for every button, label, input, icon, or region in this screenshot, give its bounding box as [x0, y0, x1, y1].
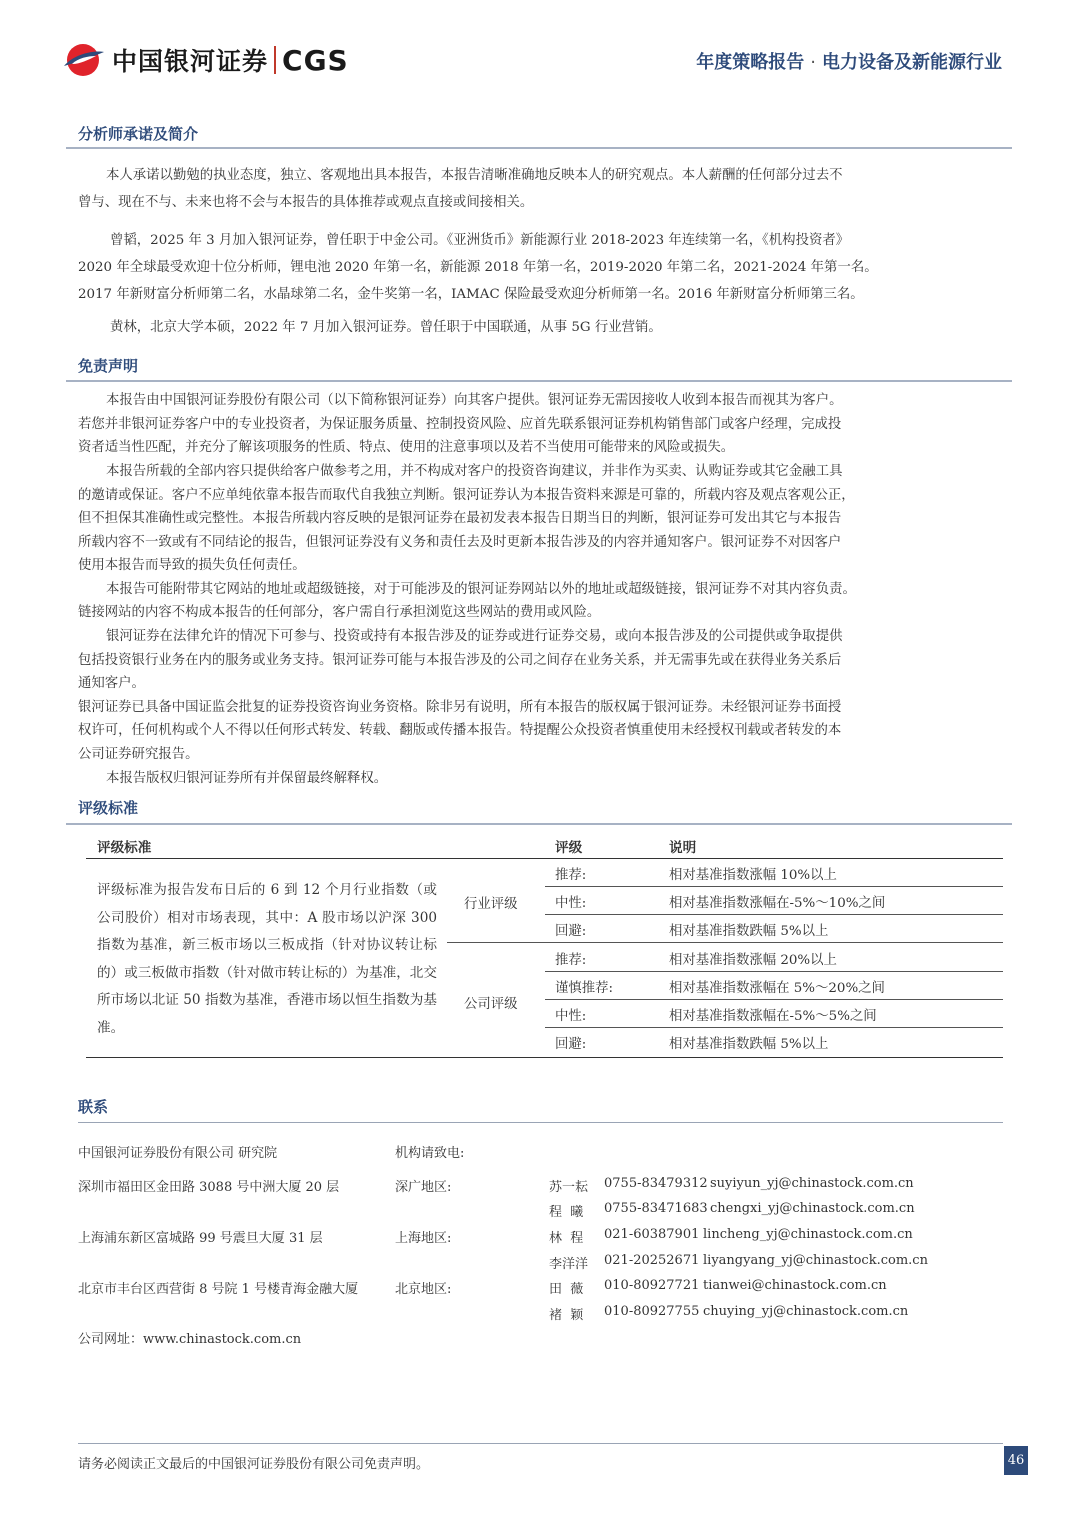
contact-email[interactable]: suyiyun_yj@chinastock.com.cn — [710, 1176, 914, 1191]
report-type: 年度策略报告 — [696, 52, 805, 73]
industry-rating-label: 行业评级 — [464, 897, 518, 912]
table-rule — [86, 858, 1003, 859]
header-report-title — [696, 48, 1002, 74]
contact-email[interactable]: liyangyang_yj@chinastock.com.cn — [703, 1253, 928, 1268]
galaxy-logo-icon — [60, 40, 106, 80]
rating-row-label: 中性: — [555, 1009, 587, 1024]
contact-phone: 021-60387901 — [604, 1227, 700, 1242]
contact-email[interactable]: chuying_yj@chinastock.com.cn — [703, 1304, 909, 1319]
page-number: 46 — [1004, 1446, 1028, 1475]
contact-phone: 0755-83471683 — [604, 1201, 708, 1216]
table-rule — [86, 1057, 1003, 1058]
disclaimer-line: 链接网站的内容不构成本报告的任何部分，客户需自行承担浏览这些网站的费用或风险。 — [78, 605, 601, 620]
contact-name: 苏一耘 — [549, 1180, 589, 1195]
region-shenzhen: 深广地区: — [395, 1180, 452, 1195]
commitment-line-2: 曾与、现在不与、未来也将不会与本报告的具体推荐或观点直接或间接相关。 — [78, 195, 534, 210]
section-title-rating: 评级标准 — [78, 799, 139, 817]
commitment-line-1: 本人承诺以勤勉的执业态度，独立、客观地出具本报告，本报告清晰准确地反映本人的研究观点。本人薪酬的任何部分过去不 — [106, 168, 843, 183]
rating-row-label: 推荐: — [555, 953, 587, 968]
bio1-line-1: 曾韬，2025 年 3 月加入银河证券，曾任职于中金公司。《亚洲货币》新能源行业 2018-2023 年连续第一名，《机构投资者》 — [110, 233, 850, 248]
logo-en-text: CGS — [282, 43, 349, 77]
section-rule — [78, 1122, 1003, 1123]
section-title-analyst: 分析师承诺及简介 — [78, 125, 199, 143]
contact-name: 田 薇 — [549, 1282, 584, 1297]
rating-row-desc: 相对基准指数涨幅 10%以上 — [669, 868, 837, 883]
disclaimer-line: 本报告版权归银河证券所有并保留最终解释权。 — [106, 771, 388, 786]
rating-row-label: 回避: — [555, 924, 587, 939]
rating-row-desc: 相对基准指数涨幅在-5%～5%之间 — [669, 1009, 877, 1024]
rating-col-rating: 评级 — [555, 840, 583, 856]
section-rule — [66, 823, 1012, 825]
contact-phone: 0755-83479312 — [604, 1176, 708, 1191]
rating-row-desc: 相对基准指数涨幅在-5%～10%之间 — [669, 896, 886, 911]
disclaimer-line: 本报告可能附带其它网站的地址或超级链接，对于可能涉及的银河证券网站以外的地址或超级链接，银河证券不对其内容负责。 — [106, 582, 856, 597]
contact-name: 李洋洋 — [549, 1257, 589, 1272]
address-shenzhen: 深圳市福田区金田路 3088 号中洲大厦 20 层 — [78, 1180, 340, 1195]
rating-row-label: 回避: — [555, 1037, 587, 1052]
disclaimer-line: 但不担保其准确性或完整性。本报告所载内容反映的是银河证券在最初发表本报告日期当日的判断，银河证券可发出其它与本报告 — [78, 511, 842, 526]
contact-email[interactable]: chengxi_yj@chinastock.com.cn — [710, 1201, 915, 1216]
table-rule — [545, 886, 1003, 887]
disclaimer-line: 资者适当性匹配，并充分了解该项服务的性质、特点、使用的注意事项以及若不当使用可能带来的风险或损失。 — [78, 440, 735, 455]
table-rule — [545, 1027, 1003, 1028]
company-website[interactable]: 公司网址：www.chinastock.com.cn — [78, 1332, 302, 1347]
company-rating-label: 公司评级 — [464, 997, 518, 1012]
rating-row-desc: 相对基准指数跌幅 5%以上 — [669, 924, 829, 939]
disclaimer-line: 使用本报告而导致的损失负任何责任。 — [78, 558, 306, 573]
logo — [60, 38, 349, 82]
section-rule — [66, 147, 1012, 149]
contact-name: 褚 颖 — [549, 1308, 584, 1323]
region-beijing: 北京地区: — [395, 1282, 452, 1297]
bio2-line: 黄林，北京大学本硕，2022 年 7 月加入银河证券。曾任职于中国联通，从事 5G 行业营销。 — [110, 320, 662, 335]
contact-company: 中国银河证券股份有限公司 研究院 — [78, 1146, 278, 1161]
rating-row-label: 推荐: — [555, 868, 587, 883]
disclaimer-line: 公司证券研究报告。 — [78, 747, 199, 762]
contact-phone: 010-80927755 — [604, 1304, 700, 1319]
disclaimer-line: 本报告由中国银河证券股份有限公司（以下简称银河证券）向其客户提供。银河证券无需因接收人收到本报告而视其为客户。 — [106, 393, 843, 408]
logo-separator — [274, 46, 276, 74]
rating-col-desc: 说明 — [669, 840, 697, 856]
disclaimer-line: 本报告所载的全部内容只提供给客户做参考之用，并不构成对客户的投资咨询建议，并非作为买卖、认购证券或其它金融工具 — [106, 464, 843, 479]
disclaimer-line: 权许可，任何机构或个人不得以任何形式转发、转载、翻版或传播本报告。特提醒公众投资者慎重使用未经授权刊载或者转发的本 — [78, 723, 842, 738]
address-beijing: 北京市丰台区西营街 8 号院 1 号楼青海金融大厦 — [78, 1282, 359, 1297]
rating-row-desc: 相对基准指数涨幅在 5%～20%之间 — [669, 981, 885, 996]
rating-description: 评级标准为报告发布日后的 6 到 12 个月行业指数（或公司股价）相对市场表现，其中：A 股市场以沪深 300 指数为基准，新三板市场以三板成指（针对协议转让标的）或三板做市指数（针对做市转让标的）为基准，北交所市场以北证 50 指数为基准，香港市场以恒生指数为基准。 — [97, 882, 437, 1036]
contact-name: 林 程 — [549, 1231, 584, 1246]
table-rule — [447, 942, 1003, 943]
disclaimer-line: 银河证券在法律允许的情况下可参与、投资或持有本报告涉及的证券或进行证券交易，或向本报告涉及的公司提供或争取提供 — [106, 629, 843, 644]
bio1-line-3: 2017 年新财富分析师第二名，水晶球第二名，金牛奖第一名，IAMAC 保险最受欢迎分析师第一名。2016 年新财富分析师第三名。 — [78, 287, 864, 302]
section-title-contact: 联系 — [78, 1098, 109, 1116]
disclaimer-line: 若您并非银河证券客户中的专业投资者，为保证服务质量、控制投资风险、应首先联系银河证券机构销售部门或客户经理，完成投 — [78, 417, 842, 432]
contact-phone: 021-20252671 — [604, 1253, 700, 1268]
rating-row-desc: 相对基准指数涨幅 20%以上 — [669, 953, 837, 968]
section-rule — [66, 380, 1012, 382]
footer-rule — [78, 1443, 1003, 1444]
bio1-line-2: 2020 年全球最受欢迎十位分析师，锂电池 2020 年第一名，新能源 2018 年第一名，2019-2020 年第二名，2021-2024 年第一名。 — [78, 260, 878, 275]
table-rule — [545, 999, 1003, 1000]
industry-name: 电力设备及新能源行业 — [822, 52, 1002, 73]
header-dot: · — [810, 52, 816, 73]
region-shanghai: 上海地区: — [395, 1231, 452, 1246]
contact-name: 程 曦 — [549, 1205, 584, 1220]
disclaimer-line: 包括投资银行业务在内的服务或业务支持。银河证券可能与本报告涉及的公司之间存在业务关系，并无需事先或在获得业务关系后 — [78, 653, 842, 668]
table-rule — [545, 914, 1003, 915]
disclaimer-line: 通知客户。 — [78, 676, 145, 691]
contact-email[interactable]: lincheng_yj@chinastock.com.cn — [703, 1227, 913, 1242]
address-shanghai: 上海浦东新区富城路 99 号震旦大厦 31 层 — [78, 1231, 323, 1246]
rating-row-label: 中性: — [555, 896, 587, 911]
contact-inst-label: 机构请致电: — [395, 1146, 465, 1161]
disclaimer-line: 所载内容不一致或有不同结论的报告，但银河证券没有义务和责任去及时更新本报告涉及的内容并通知客户。银河证券不对因客户 — [78, 535, 842, 550]
contact-email[interactable]: tianwei@chinastock.com.cn — [703, 1278, 887, 1293]
rating-col-standard: 评级标准 — [97, 840, 152, 856]
rating-row-label: 谨慎推荐: — [555, 981, 614, 996]
table-rule — [545, 971, 1003, 972]
footer-notice: 请务必阅读正文最后的中国银河证券股份有限公司免责声明。 — [78, 1457, 430, 1472]
disclaimer-line: 银河证券已具备中国证监会批复的证券投资咨询业务资格。除非另有说明，所有本报告的版权属于银河证券。未经银河证券书面授 — [78, 700, 842, 715]
rating-row-desc: 相对基准指数跌幅 5%以上 — [669, 1037, 829, 1052]
disclaimer-line: 的邀请或保证。客户不应单纯依靠本报告而取代自我独立判断。银河证券认为本报告资料来源是可靠的，所载内容及观点客观公正， — [78, 488, 855, 503]
logo-cn-text: 中国银河证券 — [112, 47, 269, 76]
section-title-disclaimer: 免责声明 — [78, 357, 139, 375]
contact-phone: 010-80927721 — [604, 1278, 700, 1293]
